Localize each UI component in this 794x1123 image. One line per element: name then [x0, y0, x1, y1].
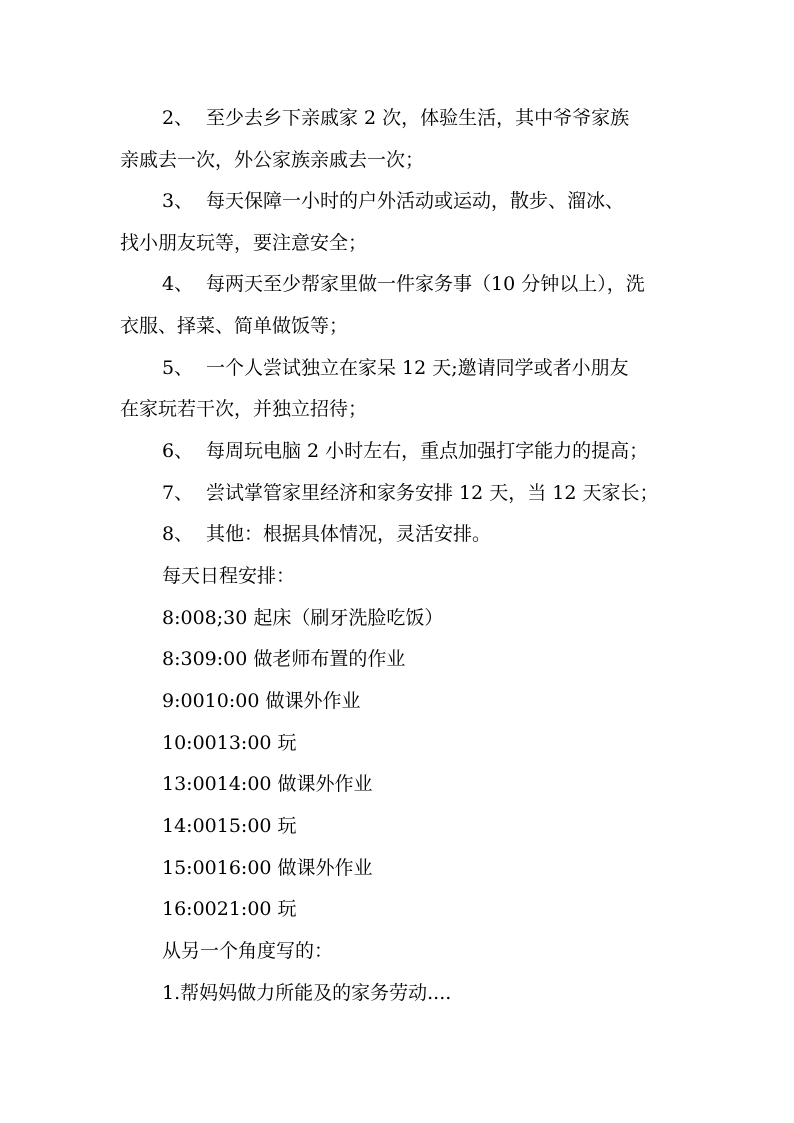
list-item-3-line-2: 找小朋友玩等，要注意安全；	[120, 232, 368, 254]
list-item-7	[162, 481, 659, 505]
list-item-2-line-2: 亲戚去一次，外公家族亲戚去一次；	[120, 149, 425, 171]
list-item-number: 8、	[162, 523, 194, 545]
alt-item: 1.帮妈妈做力所能及的家务劳动....	[162, 982, 452, 1004]
schedule-item: 16:0021:00 玩	[162, 898, 297, 920]
schedule-heading: 每天日程安排：	[162, 565, 296, 587]
list-item-5-line-2: 在家玩若干次，并独立招待；	[120, 398, 368, 420]
list-item-number: 2、	[162, 107, 194, 129]
list-item-number: 7、	[162, 482, 194, 504]
schedule-item: 10:0013:00 玩	[162, 732, 297, 754]
list-item-8	[162, 522, 491, 546]
list-item-text: 其他：根据具体情况，灵活安排。	[206, 523, 492, 545]
list-item-text: 至少去乡下亲戚家 2 次，体验生活，其中爷爷家族	[206, 107, 630, 129]
schedule-item: 15:0016:00 做课外作业	[162, 857, 373, 879]
schedule-item: 8:309:00 做老师布置的作业	[162, 648, 406, 670]
list-item-number: 4、	[162, 273, 194, 295]
list-item-4-line-2: 衣服、择菜、简单做饭等；	[120, 315, 349, 337]
list-item-4-line-1	[162, 272, 645, 296]
schedule-item: 8:008;30 起床（刷牙洗脸吃饭）	[162, 607, 444, 629]
list-item-text: 每天保障一小时的户外活动或运动，散步、溜冰、	[206, 190, 625, 212]
alt-heading: 从另一个角度写的：	[162, 940, 334, 962]
list-item-5-line-1	[162, 356, 629, 380]
list-item-6	[162, 439, 648, 463]
schedule-item: 13:0014:00 做课外作业	[162, 773, 373, 795]
list-item-text: 尝试掌管家里经济和家务安排 12 天，当 12 天家长；	[206, 482, 659, 504]
list-item-2-line-1	[162, 106, 629, 130]
list-item-text: 一个人尝试独立在家呆 12 天;邀请同学或者小朋友	[206, 357, 629, 379]
list-item-number: 3、	[162, 190, 194, 212]
list-item-number: 6、	[162, 440, 194, 462]
list-item-text: 每两天至少帮家里做一件家务事（10 分钟以上），洗	[206, 273, 645, 295]
schedule-item: 14:0015:00 玩	[162, 815, 297, 837]
schedule-item: 9:0010:00 做课外作业	[162, 690, 361, 712]
list-item-text: 每周玩电脑 2 小时左右，重点加强打字能力的提高；	[206, 440, 649, 462]
list-item-number: 5、	[162, 357, 194, 379]
list-item-3-line-1	[162, 189, 624, 213]
